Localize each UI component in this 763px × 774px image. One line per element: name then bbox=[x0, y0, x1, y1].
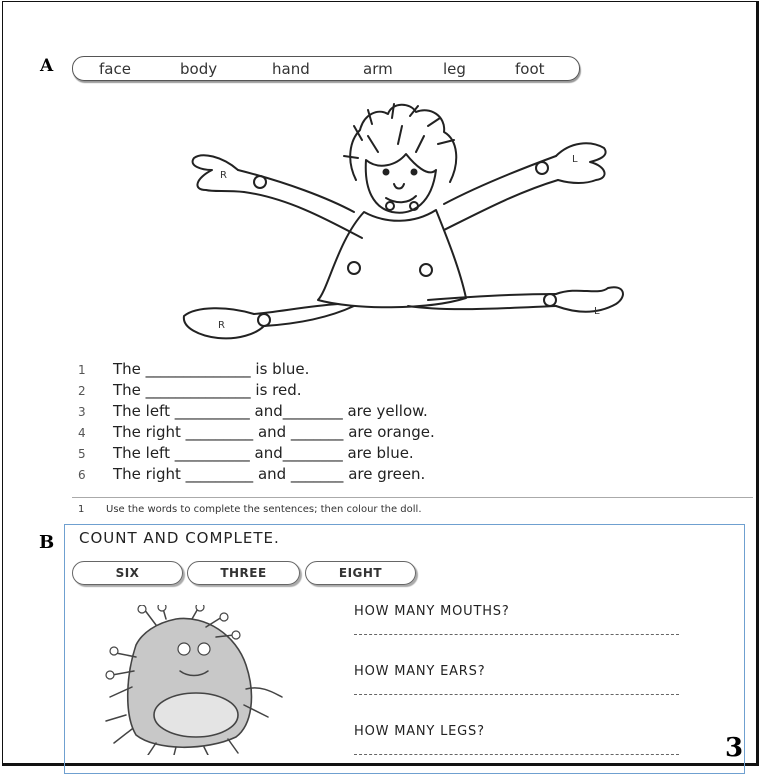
section-b-letter: B bbox=[39, 532, 55, 553]
answer-line bbox=[354, 754, 679, 755]
word-bank-item: leg bbox=[443, 60, 466, 78]
instruction-number: 1 bbox=[78, 504, 85, 515]
sentence-text: The right _________ and _______ are orange. bbox=[113, 423, 435, 441]
doll-hand-label-l: L bbox=[572, 154, 578, 165]
word-bank bbox=[72, 56, 580, 81]
section-a-letter: A bbox=[40, 56, 54, 76]
doll-foot-label-r: R bbox=[218, 320, 225, 331]
doll-illustration bbox=[178, 100, 633, 345]
divider bbox=[72, 497, 753, 498]
sentence-text: The ______________ is red. bbox=[113, 381, 302, 399]
answer-line bbox=[354, 634, 679, 635]
sentence-number: 2 bbox=[78, 384, 86, 398]
answer-line bbox=[354, 694, 679, 695]
sentence-text: The right _________ and _______ are green. bbox=[113, 465, 426, 483]
word-bank-item: body bbox=[180, 60, 218, 78]
sentence-number: 5 bbox=[78, 447, 86, 461]
question-legs: HOW MANY LEGS? bbox=[354, 724, 485, 739]
word-bank-item: face bbox=[99, 60, 131, 78]
instruction-text: Use the words to complete the sentences; then colour the doll. bbox=[106, 504, 422, 515]
doll-hand-label-r: R bbox=[220, 170, 227, 181]
sentence-number: 1 bbox=[78, 363, 86, 377]
monster-illustration bbox=[96, 605, 296, 755]
doll-foot-label-l: L bbox=[594, 306, 600, 317]
option-three: THREE bbox=[187, 561, 300, 585]
option-six: SIX bbox=[72, 561, 183, 585]
instruction bbox=[78, 504, 422, 515]
sentence-text: The left __________ and________ are yellow. bbox=[113, 402, 428, 420]
sentence-text: The left __________ and________ are blue. bbox=[113, 444, 414, 462]
question-mouths: HOW MANY MOUTHS? bbox=[354, 604, 510, 619]
section-b-title: COUNT AND COMPLETE. bbox=[79, 529, 280, 547]
word-bank-item: hand bbox=[272, 60, 310, 78]
sentence-number: 4 bbox=[78, 426, 86, 440]
sentence-number: 3 bbox=[78, 405, 86, 419]
sentence-number: 6 bbox=[78, 468, 86, 482]
question-ears: HOW MANY EARS? bbox=[354, 664, 486, 679]
word-bank-item: foot bbox=[515, 60, 545, 78]
sentence-text: The ______________ is blue. bbox=[113, 360, 310, 378]
word-bank-item: arm bbox=[363, 60, 393, 78]
option-eight: EIGHT bbox=[305, 561, 416, 585]
page-number: 3 bbox=[725, 733, 744, 763]
